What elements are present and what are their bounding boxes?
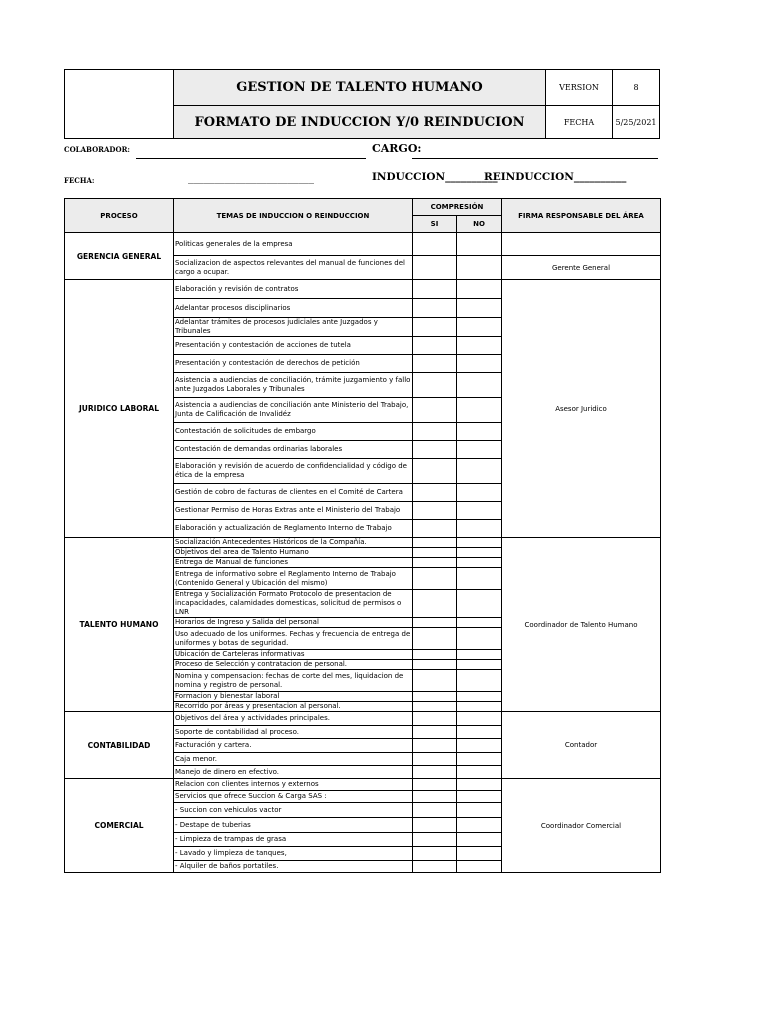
tema-cell: Socialización Antecedentes Históricos de la Compañía.: [174, 538, 413, 548]
table-row: [65, 233, 661, 256]
compresion-no-cell[interactable]: [457, 739, 502, 753]
col-no-header: NO: [457, 216, 502, 233]
proceso-cell: CONTABILIDAD: [65, 712, 174, 779]
tema-cell: Recorrido por áreas y presentacion al personal.: [174, 702, 413, 712]
col-temas-header: TEMAS DE INDUCCION O REINDUCCION: [174, 199, 413, 233]
table-row: [65, 538, 661, 548]
version-label: VERSION: [546, 70, 613, 106]
col-compresion-header: COMPRESIÓN: [413, 199, 502, 216]
compresion-no-cell[interactable]: [457, 753, 502, 766]
col-si-header: SI: [413, 216, 457, 233]
compresion-no-cell[interactable]: [457, 833, 502, 847]
compresion-si-cell[interactable]: [413, 502, 457, 520]
compresion-no-cell[interactable]: [457, 256, 502, 280]
compresion-si-cell[interactable]: [413, 459, 457, 484]
compresion-si-cell[interactable]: [413, 337, 457, 355]
proceso-cell: GERENCIA GENERAL: [65, 233, 174, 280]
compresion-no-cell[interactable]: [457, 318, 502, 337]
compresion-no-cell[interactable]: [457, 702, 502, 712]
firma-cell: Contador: [502, 712, 661, 779]
reinduccion-field[interactable]: REINDUCCION__________: [484, 171, 627, 183]
tema-cell: Asistencia a audiencias de conciliación, trámite juzgamiento y fallo ante Juzgados Laborales y Tribunales: [174, 373, 413, 398]
compresion-no-cell[interactable]: [457, 791, 502, 803]
compresion-no-cell[interactable]: [457, 692, 502, 702]
table-row: [65, 712, 661, 726]
compresion-si-cell[interactable]: [413, 670, 457, 692]
compresion-no-cell[interactable]: [457, 568, 502, 590]
tema-cell: Asistencia a audiencias de conciliación ante Ministerio del Trabajo, Junta de Calificación de Invalidéz: [174, 398, 413, 423]
compresion-si-cell[interactable]: [413, 803, 457, 818]
compresion-si-cell[interactable]: [413, 726, 457, 739]
compresion-no-cell[interactable]: [457, 280, 502, 299]
tema-cell: Contestación de demandas ordinarias laborales: [174, 441, 413, 459]
compresion-no-cell[interactable]: [457, 299, 502, 318]
tema-cell: - Limpieza de trampas de grasa: [174, 833, 413, 847]
tema-cell: Gestionar Permiso de Horas Extras ante el Ministerio del Trabajo: [174, 502, 413, 520]
compresion-si-cell[interactable]: [413, 441, 457, 459]
tema-cell: Uso adecuado de los uniformes. Fechas y frecuencia de entrega de uniformes y botas de seguridad.: [174, 628, 413, 650]
compresion-si-cell[interactable]: [413, 568, 457, 590]
tema-cell: Objetivos del area de Talento Humano: [174, 548, 413, 558]
tema-cell: Politicas generales de la empresa: [174, 233, 413, 256]
compresion-si-cell[interactable]: [413, 280, 457, 299]
logo-area: [65, 70, 174, 138]
compresion-no-cell[interactable]: [457, 355, 502, 373]
tema-cell: Elaboración y revisión de contratos: [174, 280, 413, 299]
proceso-cell: COMERCIAL: [65, 779, 174, 873]
tema-cell: Entrega de Manual de funciones: [174, 558, 413, 568]
compresion-no-cell[interactable]: [457, 726, 502, 739]
table-body: [65, 233, 661, 873]
table-row: [65, 779, 661, 791]
tema-cell: - Succion con vehiculos vactor: [174, 803, 413, 818]
compresion-si-cell[interactable]: [413, 423, 457, 441]
compresion-no-cell[interactable]: [457, 628, 502, 650]
tema-cell: Servicios que ofrece Succion & Carga SAS :: [174, 791, 413, 803]
tema-cell: Formacion y bienestar laboral: [174, 692, 413, 702]
compresion-si-cell[interactable]: [413, 590, 457, 618]
compresion-si-cell[interactable]: [413, 739, 457, 753]
compresion-si-cell[interactable]: [413, 618, 457, 628]
compresion-si-cell[interactable]: [413, 766, 457, 779]
compresion-si-cell[interactable]: [413, 373, 457, 398]
compresion-si-cell[interactable]: [413, 753, 457, 766]
tema-cell: Manejo de dinero en efectivo.: [174, 766, 413, 779]
compresion-no-cell[interactable]: [457, 861, 502, 873]
tema-cell: Soporte de contabilidad al proceso.: [174, 726, 413, 739]
cargo-label: CARGO:: [372, 142, 422, 155]
compresion-si-cell[interactable]: [413, 702, 457, 712]
compresion-no-cell[interactable]: [457, 803, 502, 818]
compresion-no-cell[interactable]: [457, 502, 502, 520]
col-proceso-header: PROCESO: [65, 199, 174, 233]
compresion-no-cell[interactable]: [457, 779, 502, 791]
compresion-si-cell[interactable]: [413, 233, 457, 256]
compresion-no-cell[interactable]: [457, 847, 502, 861]
compresion-no-cell[interactable]: [457, 441, 502, 459]
compresion-si-cell[interactable]: [413, 548, 457, 558]
compresion-si-cell[interactable]: [413, 355, 457, 373]
fecha-label: FECHA: [546, 106, 613, 138]
tema-cell: Nomina y compensacion: fechas de corte del mes, liquidacion de nomina y registro de personal.: [174, 670, 413, 692]
compresion-si-cell[interactable]: [413, 692, 457, 702]
firma-cell: Coordinador de Talento Humano: [502, 538, 661, 712]
induccion-field[interactable]: INDUCCION__________: [372, 171, 498, 183]
tema-cell: - Destape de tuberias: [174, 818, 413, 833]
col-firma-header: FIRMA RESPONSABLE DEL ÁREA: [502, 199, 661, 233]
compresion-si-cell[interactable]: [413, 628, 457, 650]
compresion-no-cell[interactable]: [457, 650, 502, 660]
compresion-si-cell[interactable]: [413, 712, 457, 726]
compresion-si-cell[interactable]: [413, 398, 457, 423]
firma-cell: Gerente General: [502, 256, 661, 280]
cargo-field[interactable]: [412, 158, 658, 159]
compresion-si-cell[interactable]: [413, 558, 457, 568]
compresion-si-cell[interactable]: [413, 318, 457, 337]
compresion-no-cell[interactable]: [457, 538, 502, 548]
table-row: [65, 280, 661, 299]
induction-table: [64, 198, 661, 873]
tema-cell: Elaboración y revisión de acuerdo de confidencialidad y código de ética de la empresa: [174, 459, 413, 484]
compresion-no-cell[interactable]: [457, 766, 502, 779]
compresion-no-cell[interactable]: [457, 423, 502, 441]
compresion-no-cell[interactable]: [457, 660, 502, 670]
tema-cell: Presentación y contestación de derechos de petición: [174, 355, 413, 373]
tema-cell: Presentación y contestación de acciones de tutela: [174, 337, 413, 355]
fecha-value: 5/25/2021: [615, 117, 657, 127]
compresion-no-cell[interactable]: [457, 818, 502, 833]
compresion-si-cell[interactable]: [413, 833, 457, 847]
compresion-si-cell[interactable]: [413, 299, 457, 318]
compresion-si-cell[interactable]: [413, 484, 457, 502]
compresion-si-cell[interactable]: [413, 791, 457, 803]
proceso-cell: JURIDICO LABORAL: [65, 280, 174, 538]
firma-cell: Asesor Juridico: [502, 280, 661, 538]
colaborador-field[interactable]: [136, 158, 366, 159]
compresion-si-cell[interactable]: [413, 256, 457, 280]
document-subtitle: FORMATO DE INDUCCION Y/0 REINDUCION: [174, 106, 546, 138]
compresion-si-cell[interactable]: [413, 818, 457, 833]
tema-cell: - Alquiler de baños portatiles.: [174, 861, 413, 873]
compresion-si-cell[interactable]: [413, 520, 457, 538]
firma-cell: Coordinador Comercial: [502, 779, 661, 873]
tema-cell: Objetivos del área y actividades principales.: [174, 712, 413, 726]
document-title: GESTION DE TALENTO HUMANO: [174, 70, 546, 106]
tema-cell: Entrega y Socialización Formato Protocolo de presentacion de incapacidades, calamidades domesticas, solicitud de permisos o LNR: [174, 590, 413, 618]
compresion-si-cell[interactable]: [413, 650, 457, 660]
tema-cell: Gestión de cobro de facturas de clientes en el Comité de Cartera: [174, 484, 413, 502]
compresion-no-cell[interactable]: [457, 484, 502, 502]
compresion-si-cell[interactable]: [413, 847, 457, 861]
tema-cell: Ubicación de Carteleras informativas: [174, 650, 413, 660]
compresion-no-cell[interactable]: [457, 373, 502, 398]
compresion-si-cell[interactable]: [413, 861, 457, 873]
tema-cell: Horarios de Ingreso y Salida del personal: [174, 618, 413, 628]
version-value: 8: [613, 70, 659, 106]
compresion-no-cell[interactable]: [457, 337, 502, 355]
tema-cell: - Lavado y limpieza de tanques,: [174, 847, 413, 861]
compresion-no-cell[interactable]: [457, 233, 502, 256]
proceso-cell: TALENTO HUMANO: [65, 538, 174, 712]
fecha-meta-label: FECHA:: [64, 176, 95, 185]
compresion-no-cell[interactable]: [457, 670, 502, 692]
tema-cell: Relacion con clientes internos y externos: [174, 779, 413, 791]
compresion-no-cell[interactable]: [457, 558, 502, 568]
tema-cell: Proceso de Selección y contratacion de personal.: [174, 660, 413, 670]
firma-signature-cell[interactable]: [502, 233, 661, 256]
tema-cell: Elaboración y actualización de Reglamento Interno de Trabajo: [174, 520, 413, 538]
tema-cell: Socializacion de aspectos relevantes del manual de funciones del cargo a ocupar.: [174, 256, 413, 280]
compresion-no-cell[interactable]: [457, 520, 502, 538]
tema-cell: Adelantar procesos disciplinarios: [174, 299, 413, 318]
compresion-si-cell[interactable]: [413, 660, 457, 670]
compresion-no-cell[interactable]: [457, 398, 502, 423]
tema-cell: Contestación de solicitudes de embargo: [174, 423, 413, 441]
document-header: [64, 69, 660, 139]
fecha-field[interactable]: ________________________: [188, 172, 314, 184]
compresion-no-cell[interactable]: [457, 459, 502, 484]
compresion-no-cell[interactable]: [457, 590, 502, 618]
tema-cell: Entrega de informativo sobre el Reglamento Interno de Trabajo (Contenido General y Ubicación del mismo): [174, 568, 413, 590]
compresion-si-cell[interactable]: [413, 538, 457, 548]
tema-cell: Facturación y cartera.: [174, 739, 413, 753]
colaborador-label: COLABORADOR:: [64, 145, 130, 154]
tema-cell: Adelantar trámites de procesos judiciales ante Juzgados y Tribunales: [174, 318, 413, 337]
compresion-no-cell[interactable]: [457, 548, 502, 558]
compresion-no-cell[interactable]: [457, 712, 502, 726]
compresion-no-cell[interactable]: [457, 618, 502, 628]
compresion-si-cell[interactable]: [413, 779, 457, 791]
tema-cell: Caja menor.: [174, 753, 413, 766]
